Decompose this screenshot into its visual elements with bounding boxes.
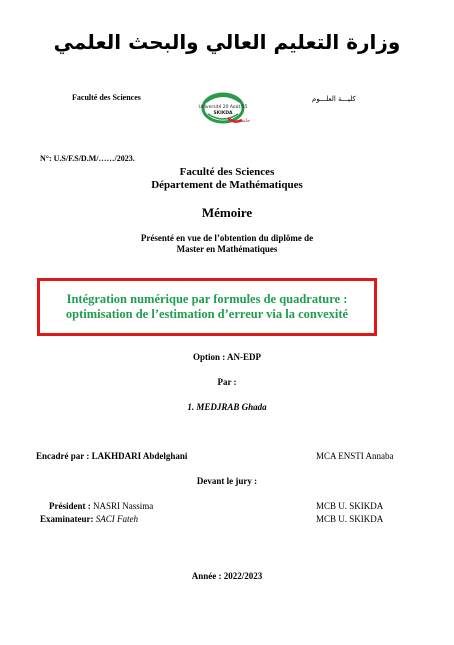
thesis-title-box	[37, 278, 377, 336]
thesis-title-line-1: Intégration numérique par formules de quadrature :	[66, 292, 348, 306]
department-name: Département de Mathématiques	[151, 179, 303, 191]
jury-role: Examinateur:	[40, 514, 94, 524]
academic-year: Année : 2022/2023	[191, 571, 263, 581]
jury-affiliation-examinateur: MCB U. SKIKDA	[316, 514, 384, 524]
faculty-department-block	[0, 166, 454, 192]
author-name: 1. MEDJRAB Ghada	[187, 402, 267, 412]
jury-affiliation-president: MCB U. SKIKDA	[316, 501, 384, 511]
par-label: Par :	[217, 377, 237, 387]
faculty-name: Faculté des Sciences	[179, 166, 275, 178]
document-type: Mémoire	[201, 205, 253, 220]
supervisor-label: Encadré par : LAKHDARI Abdelghani	[36, 451, 188, 461]
reference-number: N°: U.S/F.S/D.M/……/2023.	[40, 154, 135, 163]
logo-arabic-text: جامعة	[237, 118, 251, 124]
faculty-label-arabic: كليـــة العلـــوم	[312, 95, 356, 103]
ministry-title-arabic: وزارة التعليم العالي والبحث العلمي	[53, 30, 401, 54]
logo-text-line2: SKIKDA	[213, 111, 233, 116]
logo-text-line1: Université 20 Août 55	[198, 105, 248, 110]
university-logo	[192, 88, 258, 134]
university-logo-icon	[192, 88, 258, 134]
degree-line-2: Master en Mathématiques	[176, 244, 278, 254]
degree-statement	[0, 233, 454, 255]
faculty-label-french: Faculté des Sciences	[72, 93, 141, 102]
supervisor-affiliation: MCA ENSTI Annaba	[316, 451, 394, 461]
jury-role: Président :	[49, 501, 91, 511]
jury-role-examinateur	[40, 514, 138, 524]
thesis-title-line-2: optimisation de l’estimation d’erreur via la convexité	[65, 307, 349, 321]
jury-role-president	[49, 501, 153, 511]
option-line: Option : AN-EDP	[192, 352, 261, 362]
jury-heading: Devant le jury :	[196, 476, 258, 486]
degree-line-1: Présenté en vue de l’obtention du diplôme de	[140, 233, 314, 243]
thesis-title	[66, 292, 348, 322]
jury-name: NASRI Nassima	[93, 501, 154, 511]
jury-name: SACI Fateh	[95, 514, 138, 524]
